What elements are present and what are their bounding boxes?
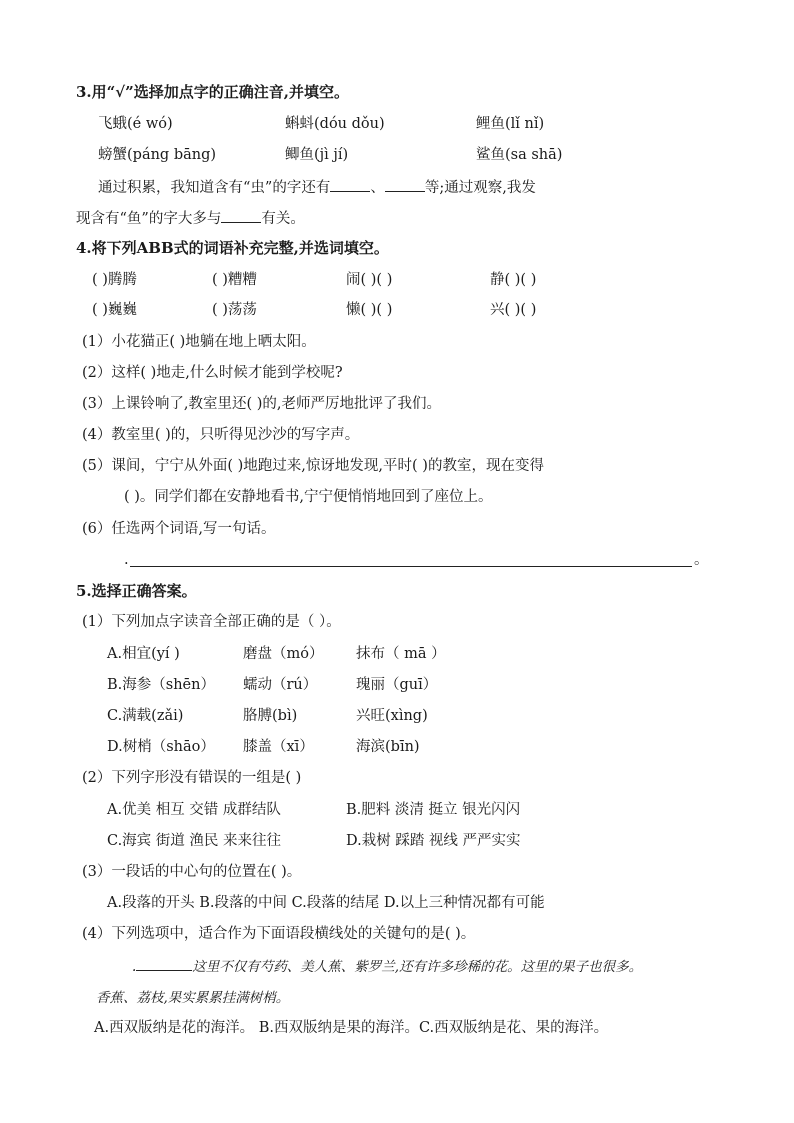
q5-sub1-opt-a2: 磨盘（mó）	[243, 646, 324, 662]
q5-sub4-dot: .	[132, 959, 137, 975]
q4-item-4: (4）教室里( )的，只听得见沙沙的写字声。	[82, 427, 360, 443]
q4-sentence-line[interactable]	[130, 566, 692, 567]
q4-item-3: (3）上课铃响了,教室里还( )的,老师严厉地批评了我们。	[82, 396, 442, 412]
q3-text-2a: 现含有“鱼”的字大多与	[76, 211, 222, 227]
q5-sub1-opt-a1: A.相宜(yí )	[107, 646, 180, 662]
q5-sub1-opt-b3: 瑰丽（guī）	[356, 677, 438, 693]
q4-word-7: 懒( )( )	[346, 302, 393, 318]
q5-sub3-options: A.段落的开头 B.段落的中间 C.段落的结尾 D.以上三种情况都有可能	[107, 895, 545, 911]
q3-text-1a: 通过积累，我知道含有“虫”的字还有	[98, 180, 331, 196]
q4-word-8: 兴( )( )	[490, 302, 537, 318]
q5-sub1-opt-c3: 兴旺(xìng)	[356, 708, 428, 724]
q5-sub2-opt-a: A.优美 相互 交错 成群结队	[107, 802, 281, 818]
q4-item-2: (2）这样( )地走,什么时候才能到学校呢?	[82, 365, 343, 381]
q5-sub4-passage-line2: 香蕉、荔枝,果实累累挂满树梢。	[96, 990, 290, 1006]
q5-sub4-passage-line1	[132, 957, 642, 977]
q5-sub1-opt-d1: D.树梢（shāo）	[107, 739, 215, 755]
q5-sub1-opt-b1: B.海参（shēn）	[107, 677, 215, 693]
q5-sub2-opt-d: D.栽树 踩踏 视线 严严实实	[346, 833, 521, 849]
q4-word-1: ( )腾腾	[92, 272, 137, 288]
q3-fill-line-1	[98, 177, 536, 198]
q5-title: 5.选择正确答案。	[76, 582, 197, 600]
q3-blank-3[interactable]	[221, 208, 261, 223]
q5-sub1-opt-a3: 抹布（ mā ）	[356, 646, 446, 662]
q4-word-3: 闹( )( )	[346, 272, 393, 288]
q3-text-1b: 等;通过观察,我发	[424, 180, 536, 196]
q5-sub4-blank[interactable]	[136, 957, 192, 971]
q3-sep: 、	[370, 180, 385, 196]
q4-item-5: (5）课间，宁宁从外面( )地跑过来,惊讶地发现,平时( )的教室，现在变得	[82, 458, 544, 474]
q3-word-5: 鲫鱼(jì jí)	[285, 147, 349, 163]
q3-blank-1[interactable]	[330, 177, 370, 192]
q5-sub1-question: (1）下列加点字读音全部正确的是（ ）。	[82, 614, 341, 630]
q4-item-1: (1）小花猫正( )地躺在地上晒太阳。	[82, 334, 316, 350]
q5-sub4-options: A.西双版纳是花的海洋。 B.西双版纳是果的海洋。C.西双版纳是花、果的海洋。	[94, 1020, 609, 1036]
q3-word-2: 蝌蚪(dóu dǒu)	[285, 116, 385, 132]
q5-sub1-opt-c1: C.满载(zǎi)	[107, 708, 184, 724]
q3-blank-2[interactable]	[385, 177, 425, 192]
q3-word-4: 螃蟹(páng bāng)	[98, 147, 217, 163]
q3-title: 3.用“√”选择加点字的正确注音,并填空。	[76, 83, 349, 101]
q5-sub4-question: (4）下列选项中，适合作为下面语段横线处的关键句的是( )。	[82, 926, 476, 942]
q4-word-5: ( )巍巍	[92, 302, 137, 318]
q4-title: 4.将下列ABB式的词语补充完整,并选词填空。	[76, 239, 389, 257]
q5-sub2-opt-c: C.海宾 街道 渔民 来来往往	[107, 833, 282, 849]
q3-word-3: 鲤鱼(lǐ nǐ)	[476, 116, 545, 132]
q5-sub2-question: (2）下列字形没有错误的一组是( )	[82, 770, 302, 786]
q5-sub1-opt-d3: 海滨(bīn)	[356, 739, 420, 755]
q4-word-6: ( )荡荡	[212, 302, 257, 318]
q4-sentence-start: .	[124, 552, 129, 568]
q3-word-1: 飞蛾(é wó)	[98, 116, 173, 132]
q3-text-2b: 有关。	[261, 211, 305, 227]
q5-sub3-question: (3）一段话的中心句的位置在( )。	[82, 864, 302, 880]
q3-fill-line-2	[76, 208, 305, 229]
q5-sub1-opt-b2: 蠕动（rú）	[243, 677, 318, 693]
q5-sub1-opt-d2: 膝盖（xī）	[243, 739, 314, 755]
q5-sub4-passage-b: 这里不仅有芍药、美人蕉、紫罗兰,还有许多珍稀的花。这里的果子也很多。	[192, 959, 643, 975]
q4-item-5-cont: ( )。同学们都在安静地看书,宁宁便悄悄地回到了座位上。	[124, 489, 493, 505]
q3-word-6: 鲨鱼(sa shā)	[476, 147, 563, 163]
q5-sub1-opt-c2: 胳膊(bì)	[243, 708, 298, 724]
q4-word-4: 静( )( )	[490, 272, 537, 288]
q4-item-6: (6）任选两个词语,写一句话。	[82, 521, 276, 537]
q4-sentence-end: 。	[694, 552, 709, 568]
q4-word-2: ( )糟糟	[212, 272, 257, 288]
q5-sub2-opt-b: B.肥料 淡清 挺立 银光闪闪	[346, 802, 521, 818]
